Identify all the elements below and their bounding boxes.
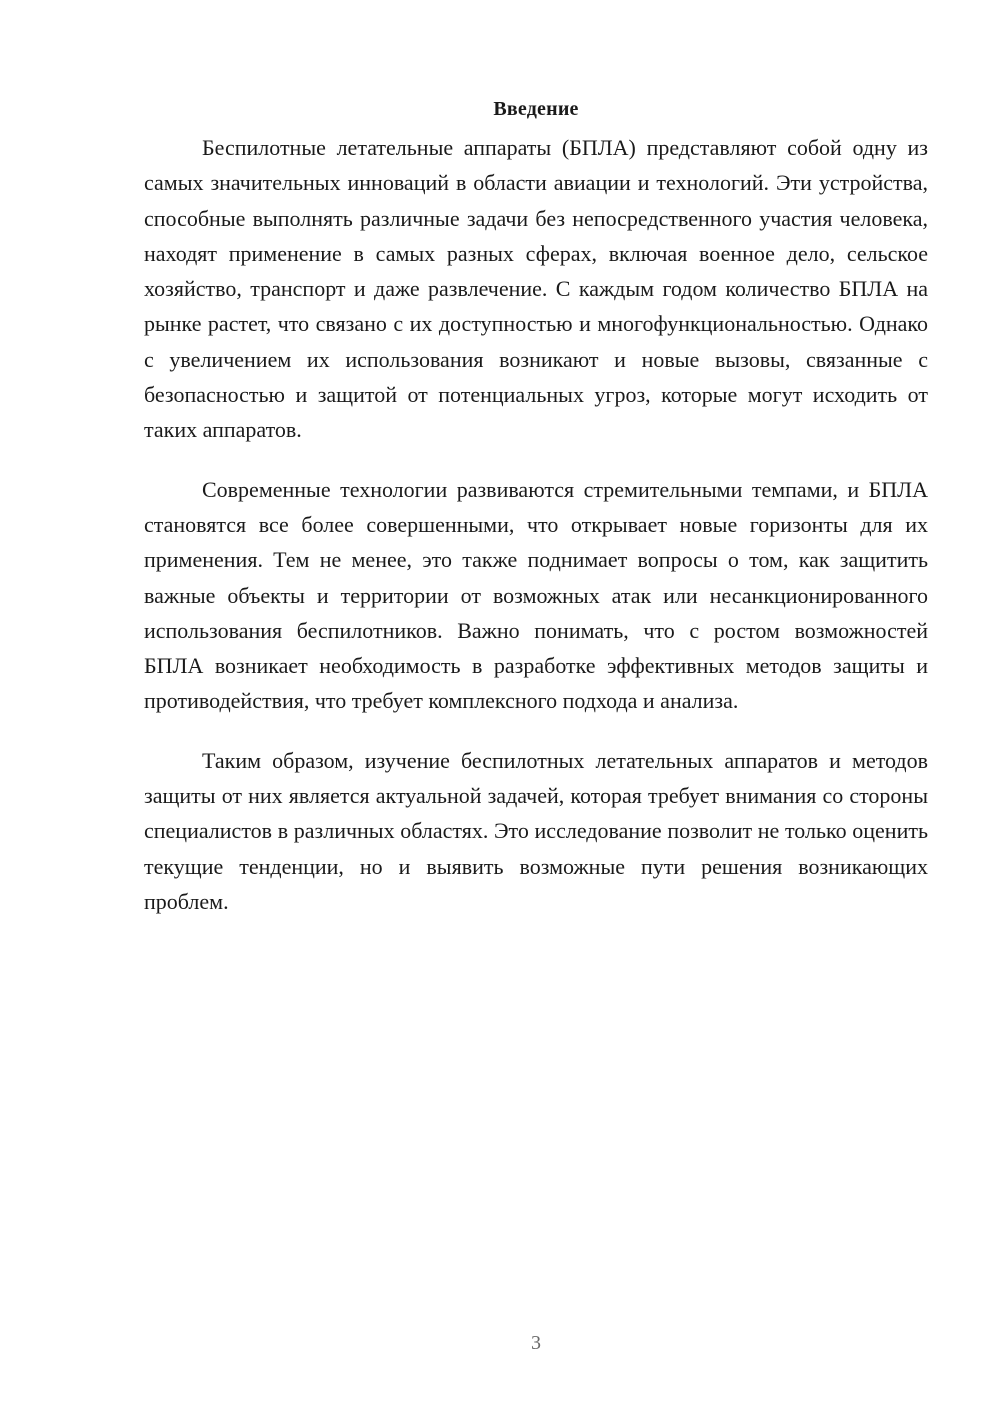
page-content bbox=[144, 94, 928, 943]
paragraph-3: Таким образом, изучение беспилотных летательных аппаратов и методов защиты от них является актуальной задачей, которая требует внимания со стороны специалистов в различных областях. Это исследование позволит не только оценить текущие тенденции, но и выявить возможные пути решения возникающих проблем. bbox=[144, 747, 928, 914]
page-number: 3 bbox=[531, 1332, 541, 1354]
paragraph-1: Беспилотные летательные аппараты (БПЛА) представляют собой одну из самых значительных инноваций в области авиации и технологий. Эти устройства, способные выполнять различные задачи без непосредственного участия человека, находят применение в самых разных сферах, включая военное дело, сельское хозяйство, транспорт и даже развлечение. С каждым годом количество БПЛА на рынке растет, что связано с их доступностью и многофункциональностью. Однако с увеличением их использования возникают и новые вызовы, связанные с безопасностью и защитой от потенциальных угроз, которые могут исходить от таких аппаратов. bbox=[144, 135, 928, 443]
paragraph-2: Современные технологии развиваются стремительными темпами, и БПЛА становятся все более совершенными, что открывает новые горизонты для их применения. Тем не менее, это также поднимает вопросы о том, как защитить важные объекты и территории от возможных атак или несанкционированного использования беспилотников. Важно понимать, что с ростом возможностей БПЛА возникает необходимость в разработке эффективных методов защиты и противодействия, что требует комплексного подхода и анализа. bbox=[144, 476, 928, 714]
section-title: Введение bbox=[493, 98, 579, 120]
